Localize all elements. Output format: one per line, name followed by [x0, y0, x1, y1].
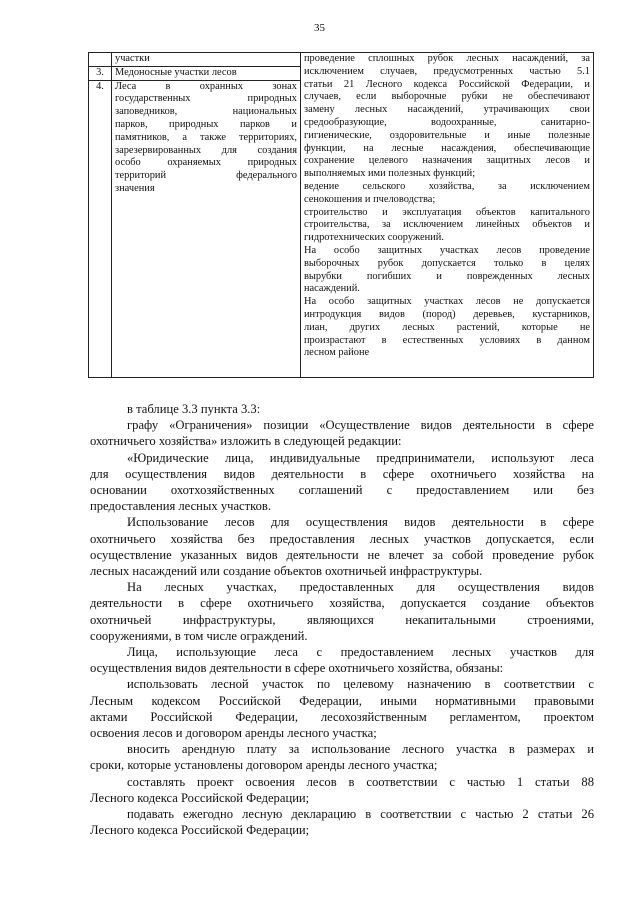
restrictions-table — [88, 52, 594, 378]
text-line: заповедников, национальных — [115, 106, 297, 118]
text-line: охотничьего хозяйства» изложить в следующей редакции: — [90, 434, 402, 449]
text-line: выборочных рубок допускается только в целях — [304, 257, 590, 269]
text-line: осуществления видов деятельности в сфере охотничьего хозяйства, обязаны: — [90, 661, 504, 676]
text-line: сооружениями, в том числе ограждений. — [90, 628, 308, 643]
text-line: Лесного кодекса Российской Федерации; — [90, 823, 310, 838]
forest-category: Медоносные участки лесов — [112, 66, 301, 80]
text-line: основании охотхозяйственных соглашений с предоставлением или без — [90, 483, 594, 498]
text-line: Леса в охранных зонах — [115, 80, 297, 92]
row-number: 3. — [89, 66, 112, 80]
text-line: лиан, других лесных растений, которые не — [304, 321, 590, 333]
text-line: замену лесных насаждений, утрачивающих свои — [304, 104, 590, 116]
text-line: строительство и эксплуатация объектов капитального — [304, 206, 590, 218]
text-line: составлять проект освоения лесов в соответствии с частью 1 статьи 88 — [127, 774, 594, 789]
text-line: выполняемых ими полезных функций; — [304, 168, 476, 180]
text-line: зарезервированных для создания — [115, 144, 297, 156]
text-line: осуществление указанных видов деятельности не влечет за собой проведение рубок — [90, 547, 594, 562]
text-line: охотничьей инфраструктуры, являющихся некапитальными строениями, — [90, 612, 594, 627]
text-line: сенокошения и пчеловодства; — [304, 193, 436, 205]
text-line: насаждений. — [304, 283, 360, 295]
text-line: Лица, использующие леса с предоставлением лесных участков для — [127, 645, 594, 660]
text-line: государственных природных — [115, 93, 297, 105]
text-line: в таблице 3.3 пункта 3.3: — [127, 402, 261, 416]
text-line: парков, природных парков и — [115, 118, 297, 130]
text-line: статьи 21 Лесного кодекса Российской Федерации, и — [304, 78, 590, 90]
document-body — [90, 401, 594, 838]
text-line: лесном районе — [304, 347, 370, 359]
restrictions-text — [304, 53, 590, 360]
text-line: графу «Ограничения» позиции «Осуществление видов деятельности в сфере — [127, 418, 594, 433]
text-line: охотничьего хозяйства без предоставления лесных участков допускается, если — [90, 531, 594, 546]
text-line: значения — [115, 182, 155, 194]
text-line: сроки, которые установлены договором аренды лесного участка; — [90, 758, 438, 773]
text-line: средообразующие, водоохранные, санитарно- — [304, 116, 590, 128]
text-line: предоставления лесных участков. — [90, 499, 271, 514]
text-line: На лесных участках, предоставленных для осуществления видов — [127, 580, 594, 595]
text-line: На особо защитных участках лесов не допускается — [304, 296, 590, 308]
text-line: актами Российской Федерации, лесохозяйственным регламентом, проектом — [90, 709, 594, 724]
forest-category — [112, 80, 301, 377]
text-line: На особо защитных участках лесов проведение — [304, 244, 590, 256]
text-line: Лесного кодекса Российской Федерации; — [90, 790, 310, 805]
text-line: ведение сельского хозяйства, за исключением — [304, 180, 590, 192]
text-line: функции, на лесные насаждения, обеспечивающие — [304, 142, 590, 154]
text-line: гидротехнических сооружений. — [304, 232, 444, 244]
text-line: памятников, а также территориях, — [115, 131, 297, 143]
text-line: особо охраняемых природных — [115, 157, 297, 169]
text-line: использовать лесной участок по целевому назначению в соответствии с — [127, 677, 594, 692]
page-number: 35 — [314, 22, 325, 34]
text-line: территорий федерального — [115, 170, 297, 182]
text-line: вырубки погибших и поврежденных лесных — [304, 270, 590, 282]
text-line: освоения лесов и договором аренды лесного участка; — [90, 726, 377, 741]
text-line: интродукция видов (пород) деревьев, кустарников, — [304, 308, 590, 320]
text-line: Использование лесов для осуществления видов деятельности в сфере — [127, 515, 594, 530]
text-line: гигиенические, оздоровительные и иные полезные — [304, 129, 590, 141]
forest-category: участки — [112, 53, 301, 67]
text-line: лесных насаждений или создание объектов охотничьей инфраструктуры. — [90, 564, 483, 579]
text-line: строительства, за исключением линейных объектов и — [304, 219, 590, 231]
text-line: произрастают в естественных условиях в данном — [304, 334, 590, 346]
text-line: исключением случаев, предусмотренных частью 5.1 — [304, 65, 590, 77]
table-row — [89, 53, 594, 67]
forest-category-text — [115, 81, 297, 196]
row-number: 4. — [89, 80, 112, 377]
text-line: подавать ежегодно лесную декларацию в соответствии с частью 2 статьи 26 — [127, 807, 594, 822]
text-line: проведение сплошных рубок лесных насаждений, за — [304, 53, 590, 64]
restrictions-cell — [301, 53, 594, 378]
text-line: случаев, если выборочные рубки не обеспечивают — [304, 91, 590, 103]
text-line: деятельности в сфере охотничьего хозяйства, допускается создание объектов — [90, 596, 594, 611]
text-line: сохранение целевого назначения защитных лесов и — [304, 155, 590, 167]
text-line: вносить арендную плату за использование лесного участка в размерах и — [127, 742, 594, 757]
row-number — [89, 53, 112, 67]
text-line: Лесным кодексом Российской Федерации, иными нормативными правовыми — [90, 693, 594, 708]
text-line: для осуществления видов деятельности в сфере охотничьего хозяйства на — [90, 466, 594, 481]
text-line: «Юридические лица, индивидуальные предприниматели, используют леса — [127, 450, 594, 465]
